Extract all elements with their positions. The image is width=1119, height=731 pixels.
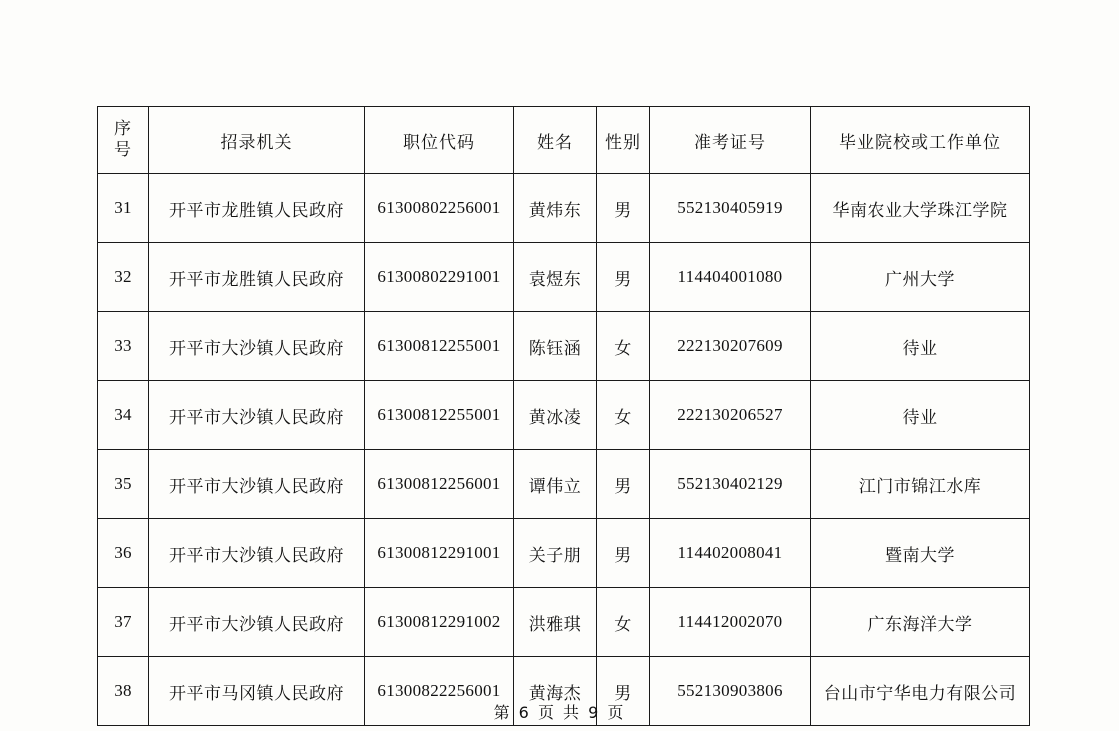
table-row — [98, 519, 1030, 588]
column-header-position-code: 职位代码 — [365, 107, 514, 174]
cell-position-code: 61300812291001 — [365, 519, 514, 588]
column-header-exam-number: 准考证号 — [650, 107, 811, 174]
cell-organization: 开平市大沙镇人民政府 — [149, 450, 365, 519]
cell-exam-number: 552130405919 — [650, 174, 811, 243]
cell-school: 暨南大学 — [811, 519, 1030, 588]
cell-school: 江门市锦江水库 — [811, 450, 1030, 519]
table-row — [98, 243, 1030, 312]
cell-organization: 开平市大沙镇人民政府 — [149, 588, 365, 657]
cell-organization: 开平市大沙镇人民政府 — [149, 312, 365, 381]
cell-gender: 女 — [597, 381, 650, 450]
cell-sequence: 33 — [98, 312, 149, 381]
cell-name: 黄海杰 — [514, 657, 597, 726]
cell-organization: 开平市大沙镇人民政府 — [149, 381, 365, 450]
column-header-sequence — [98, 107, 149, 174]
cell-gender: 男 — [597, 519, 650, 588]
cell-name: 谭伟立 — [514, 450, 597, 519]
cell-position-code: 61300802256001 — [365, 174, 514, 243]
cell-position-code: 61300802291001 — [365, 243, 514, 312]
table-row — [98, 174, 1030, 243]
roster-table-container — [97, 106, 1022, 726]
cell-position-code: 61300812255001 — [365, 381, 514, 450]
cell-school: 广州大学 — [811, 243, 1030, 312]
table-row — [98, 588, 1030, 657]
cell-gender: 男 — [597, 243, 650, 312]
cell-sequence: 31 — [98, 174, 149, 243]
table-row — [98, 312, 1030, 381]
column-header-sequence-line2: 号 — [114, 140, 132, 160]
cell-organization: 开平市马冈镇人民政府 — [149, 657, 365, 726]
table-row — [98, 381, 1030, 450]
cell-gender: 男 — [597, 174, 650, 243]
roster-table — [97, 106, 1030, 726]
page-number-label: 第 6 页 共 9 页 — [493, 703, 626, 722]
page-footer — [0, 700, 1119, 723]
cell-exam-number: 222130207609 — [650, 312, 811, 381]
cell-name: 袁煜东 — [514, 243, 597, 312]
cell-gender: 女 — [597, 312, 650, 381]
cell-sequence: 32 — [98, 243, 149, 312]
cell-exam-number: 552130402129 — [650, 450, 811, 519]
cell-organization: 开平市大沙镇人民政府 — [149, 519, 365, 588]
cell-exam-number: 552130903806 — [650, 657, 811, 726]
column-header-organization: 招录机关 — [149, 107, 365, 174]
column-header-sequence-line1: 序 — [114, 119, 132, 140]
cell-organization: 开平市龙胜镇人民政府 — [149, 174, 365, 243]
cell-name: 黄炜东 — [514, 174, 597, 243]
table-header — [98, 107, 1030, 174]
cell-exam-number: 114412002070 — [650, 588, 811, 657]
cell-sequence: 34 — [98, 381, 149, 450]
cell-school: 广东海洋大学 — [811, 588, 1030, 657]
cell-exam-number: 114402008041 — [650, 519, 811, 588]
cell-organization: 开平市龙胜镇人民政府 — [149, 243, 365, 312]
table-body — [98, 174, 1030, 726]
cell-sequence: 38 — [98, 657, 149, 726]
cell-sequence: 36 — [98, 519, 149, 588]
cell-school: 台山市宁华电力有限公司 — [811, 657, 1030, 726]
cell-gender: 男 — [597, 657, 650, 726]
cell-school: 待业 — [811, 312, 1030, 381]
cell-position-code: 61300812256001 — [365, 450, 514, 519]
cell-sequence: 35 — [98, 450, 149, 519]
column-header-name: 姓名 — [514, 107, 597, 174]
table-header-row — [98, 107, 1030, 174]
cell-name: 洪雅琪 — [514, 588, 597, 657]
cell-gender: 女 — [597, 588, 650, 657]
cell-exam-number: 222130206527 — [650, 381, 811, 450]
cell-position-code: 61300812255001 — [365, 312, 514, 381]
column-header-gender: 性别 — [597, 107, 650, 174]
cell-school: 华南农业大学珠江学院 — [811, 174, 1030, 243]
cell-position-code: 61300822256001 — [365, 657, 514, 726]
cell-name: 关子朋 — [514, 519, 597, 588]
cell-gender: 男 — [597, 450, 650, 519]
table-row — [98, 450, 1030, 519]
cell-position-code: 61300812291002 — [365, 588, 514, 657]
cell-sequence: 37 — [98, 588, 149, 657]
cell-name: 陈钰涵 — [514, 312, 597, 381]
cell-exam-number: 114404001080 — [650, 243, 811, 312]
cell-name: 黄冰凌 — [514, 381, 597, 450]
cell-school: 待业 — [811, 381, 1030, 450]
column-header-school: 毕业院校或工作单位 — [811, 107, 1030, 174]
